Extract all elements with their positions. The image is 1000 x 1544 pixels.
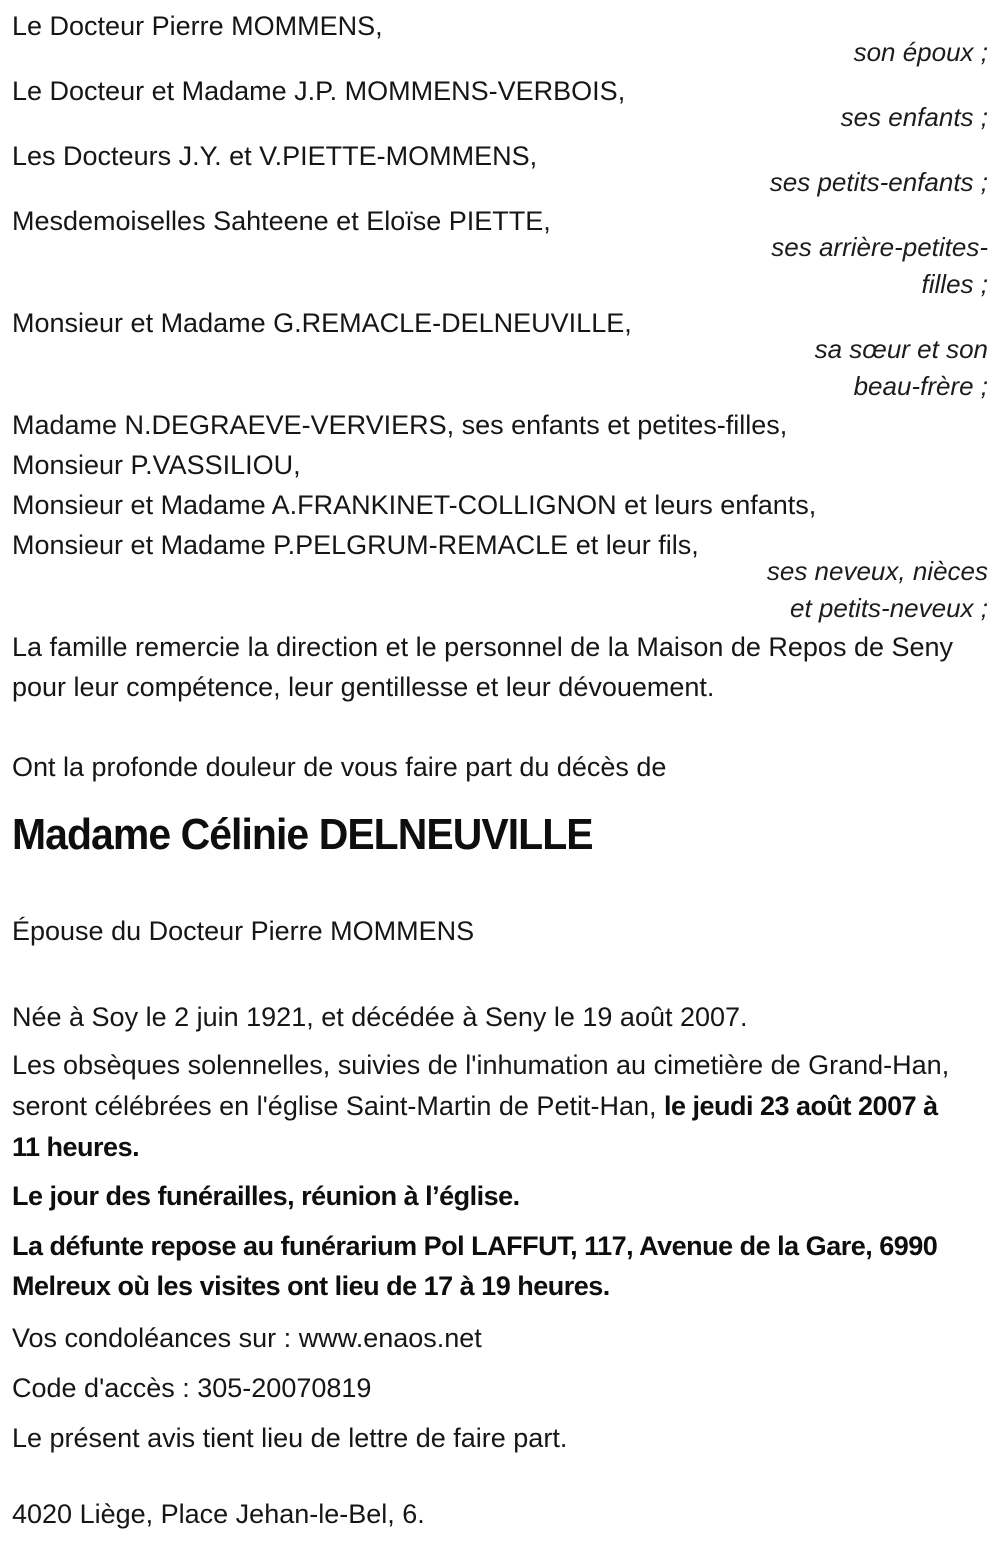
relation-line: filles ; (921, 269, 988, 299)
relation-line: ses petits-enfants ; (769, 167, 988, 197)
family-entry (12, 201, 988, 303)
name-line: Les Docteurs J.Y. et V.PIETTE-MOMMENS, (12, 141, 538, 171)
funeral-regular-text: Les obsèques solennelles, suivies de l'inhumation au cimetière de Grand-Han, seront célébrées en l'église Saint-Martin de Petit-Han, (12, 1050, 950, 1121)
name-line: Monsieur P.VASSILIOU, (12, 450, 301, 480)
condolences-label: Vos condoléances sur : (12, 1323, 299, 1353)
name-line: Mesdemoiselles Sahteene et Eloïse PIETTE, (12, 206, 551, 236)
relation-line: sa sœur et son (814, 334, 988, 364)
name-line: Le Docteur et Madame J.P. MOMMENS-VERBOIS, (12, 76, 626, 106)
relation-line: ses enfants ; (840, 102, 988, 132)
family-entry (12, 71, 988, 136)
deceased-name-title: Madame Célinie DELNEUVILLE (12, 810, 593, 859)
spouse-line: Épouse du Docteur Pierre MOMMENS (12, 916, 475, 946)
thanks-paragraph: La famille remercie la direction et le personnel de la Maison de Repos de Seny pour leur compétence, leur gentillesse et leur dévouement. (12, 632, 954, 702)
legal-notice-line: Le présent avis tient lieu de lettre de faire part. (12, 1423, 568, 1453)
meeting-line: Le jour des funérailles, réunion à l’église. (12, 1181, 520, 1211)
funeral-date-bold: le jeudi 23 août 2007 à 11 heures. (12, 1091, 938, 1162)
birth-death-line: Née à Soy le 2 juin 1921, et décédée à Seny le 19 août 2007. (12, 1002, 748, 1032)
funeral-paragraph (12, 1045, 972, 1168)
name-line: Monsieur et Madame P.PELGRUM-REMACLE et leur fils, (12, 530, 699, 560)
announcement-line: Ont la profonde douleur de vous faire part du décès de (12, 752, 667, 782)
family-entry (12, 405, 988, 627)
condolences-line (12, 1318, 972, 1358)
relation-line: beau-frère ; (853, 371, 988, 401)
family-entry (12, 136, 988, 201)
website-text: www.enaos.net (298, 1323, 482, 1353)
access-code-line: Code d'accès : 305-20070819 (12, 1373, 372, 1403)
relation-line: et petits-neveux ; (790, 593, 988, 623)
name-line: Monsieur et Madame A.FRANKINET-COLLIGNON et leurs enfants, (12, 490, 817, 520)
family-entry (12, 303, 988, 405)
relation-line: ses neveux, nièces (766, 556, 988, 586)
repose-paragraph: La défunte repose au funérarium Pol LAFFUT, 117, Avenue de la Gare, 6990 Melreux où les visites ont lieu de 17 à 19 heures. (12, 1231, 938, 1301)
family-entry (12, 6, 988, 71)
name-line: Madame N.DEGRAEVE-VERVIERS, ses enfants et petites-filles, (12, 410, 788, 440)
name-line: Monsieur et Madame G.REMACLE-DELNEUVILLE, (12, 308, 632, 338)
relation-line: son époux ; (853, 37, 988, 67)
address-line: 4020 Liège, Place Jehan-le-Bel, 6. (12, 1499, 425, 1529)
relation-line: ses arrière-petites- (771, 232, 988, 262)
name-line: Le Docteur Pierre MOMMENS, (12, 11, 383, 41)
